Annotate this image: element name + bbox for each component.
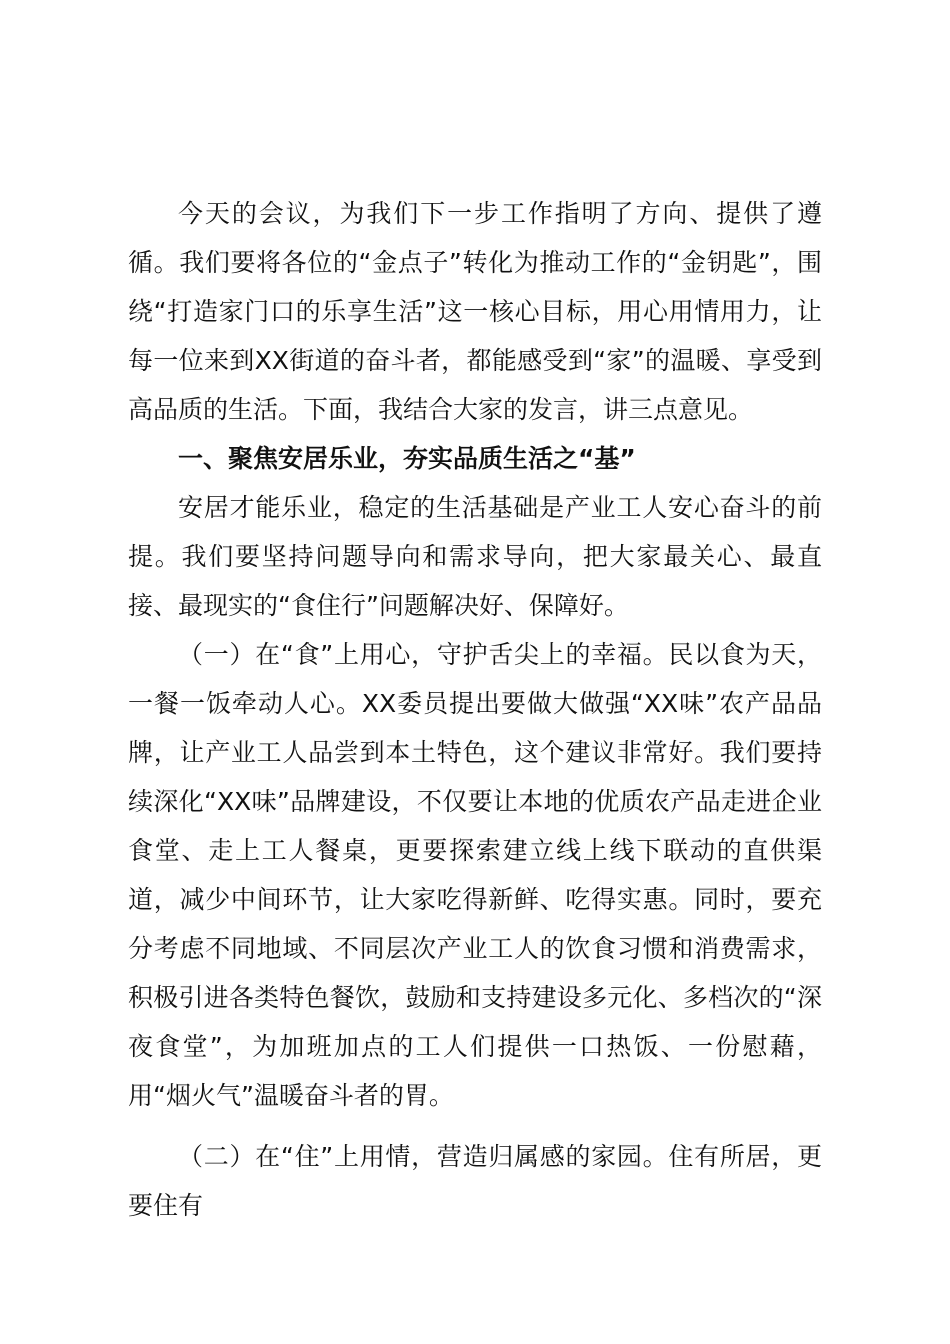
document-body <box>128 189 822 1230</box>
paragraph-housing: （二）在“住”上用情，营造归属感的家园。住有所居，更要住有 <box>128 1142 822 1220</box>
paragraph-section-1-intro: 安居才能乐业，稳定的生活基础是产业工人安心奋斗的前提。我们要坚持问题导向和需求导向，把大家最关心、最直接、最现实的“食住行”问题解决好、保障好。 <box>128 493 822 620</box>
paragraph-intro: 今天的会议，为我们下一步工作指明了方向、提供了遵循。我们要将各位的“金点子”转化为推动工作的“金钥匙”，围绕“打造家门口的乐享生活”这一核心目标，用心用情用力，让每一位来到XX街道的奋斗者，都能感受到“家”的温暖、享受到高品质的生活。下面，我结合大家的发言，讲三点意见。 <box>128 199 822 424</box>
section-heading-1: 一、聚焦安居乐业，夯实品质生活之“基” <box>178 444 636 473</box>
paragraph-food: （一）在“食”上用心，守护舌尖上的幸福。民以食为天，一餐一饭牵动人心。XX委员提出要做大做强“XX味”农产品品牌，让产业工人品尝到本土特色，这个建议非常好。我们要持续深化“XX味”品牌建设，不仅要让本地的优质农产品走进企业食堂、走上工人餐桌，更要探索建立线上线下联动的直供渠道，减少中间环节，让大家吃得新鲜、吃得实惠。同时，要充分考虑不同地域、不同层次产业工人的饮食习惯和消费需求，积极引进各类特色餐饮，鼓励和支持建设多元化、多档次的“深夜食堂”，为加班加点的工人们提供一口热饭、一份慰藉，用“烟火气”温暖奋斗者的胃。 <box>128 640 822 1110</box>
